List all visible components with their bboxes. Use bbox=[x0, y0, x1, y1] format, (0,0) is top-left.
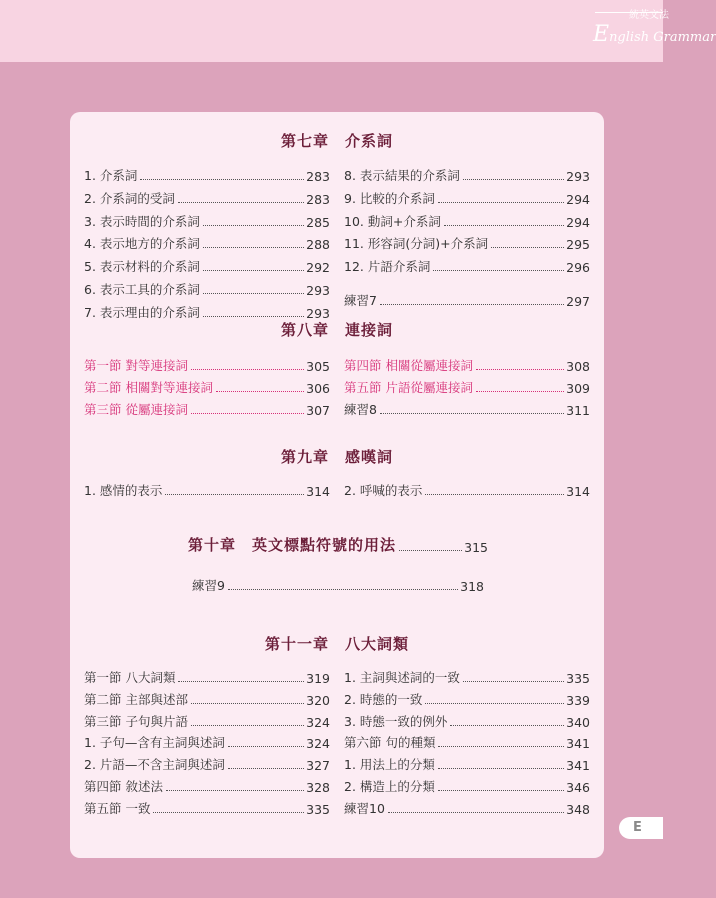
page-number: 340 bbox=[566, 714, 590, 730]
brand-line bbox=[595, 12, 663, 13]
leader-dots bbox=[216, 391, 304, 392]
entry-title: 8. 表示結果的介系詞 bbox=[344, 168, 460, 183]
page-number: 283 bbox=[306, 191, 330, 207]
brand-en: English Grammar bbox=[593, 22, 716, 47]
leader-dots bbox=[380, 413, 564, 414]
toc-entry[interactable] bbox=[84, 166, 330, 184]
page-number: 305 bbox=[306, 359, 330, 374]
leader-dots bbox=[191, 369, 304, 370]
page-number: 318 bbox=[460, 579, 484, 594]
toc-entry[interactable] bbox=[344, 668, 590, 686]
entry-title: 2. 構造上的分類 bbox=[344, 779, 435, 794]
entry-title: 1. 用法上的分類 bbox=[344, 757, 435, 773]
toc-entry[interactable] bbox=[84, 257, 330, 275]
top-band bbox=[0, 0, 663, 62]
leader-dots bbox=[476, 391, 564, 392]
toc-entry[interactable] bbox=[344, 755, 590, 773]
entry-title: 第五節 一致 bbox=[84, 800, 151, 816]
page-number: 308 bbox=[566, 359, 590, 374]
page-number: 307 bbox=[306, 402, 330, 418]
toc-entry[interactable] bbox=[344, 291, 590, 309]
leader-dots bbox=[438, 202, 564, 203]
toc-entry[interactable] bbox=[344, 234, 590, 252]
leader-dots bbox=[191, 413, 304, 414]
leader-dots bbox=[463, 681, 564, 682]
chapter-10-title: 第十章 英文標點符號的用法 bbox=[188, 536, 397, 554]
page-number: 324 bbox=[306, 714, 330, 730]
leader-dots bbox=[191, 703, 304, 704]
entry-title: 第一節 對等連接詞 bbox=[84, 358, 188, 373]
entry-title: 1. 子句—含有主詞與述詞 bbox=[84, 735, 225, 751]
entry-title: 第三節 子句與片語 bbox=[84, 713, 188, 729]
exercise-9-entry[interactable] bbox=[192, 576, 484, 594]
entry-title: 3. 表示時間的介系詞 bbox=[84, 213, 200, 229]
brand-cn: 統英文法 bbox=[629, 10, 669, 21]
leader-dots bbox=[203, 316, 304, 317]
leader-dots bbox=[433, 270, 564, 271]
toc-entry[interactable] bbox=[344, 777, 590, 795]
page-tab: E bbox=[619, 817, 663, 839]
page-number: 306 bbox=[306, 380, 330, 396]
entry-title: 第五節 片語從屬連接詞 bbox=[344, 379, 473, 395]
leader-dots bbox=[425, 703, 564, 704]
chapter-9-title: 第九章 感嘆詞 bbox=[280, 448, 393, 466]
toc-entry[interactable] bbox=[344, 690, 590, 708]
entry-title: 11. 形容詞(分詞)+介系詞 bbox=[344, 236, 489, 252]
page-number: 324 bbox=[306, 736, 330, 752]
leader-dots bbox=[380, 304, 564, 305]
toc-entry[interactable] bbox=[344, 799, 590, 817]
entry-title: 2. 片語—不含主詞與述詞 bbox=[84, 757, 225, 773]
toc-entry[interactable] bbox=[84, 400, 330, 418]
leader-dots bbox=[203, 293, 304, 294]
page-number: 293 bbox=[566, 169, 590, 184]
page-number: 295 bbox=[566, 237, 590, 253]
entry-title: 練習7 bbox=[344, 293, 377, 308]
page-number: 346 bbox=[566, 780, 590, 795]
entry-title: 第一節 八大詞類 bbox=[84, 670, 176, 685]
leader-dots bbox=[438, 746, 564, 747]
leader-dots bbox=[191, 725, 304, 726]
entry-title: 4. 表示地方的介系詞 bbox=[84, 236, 200, 252]
leader-dots bbox=[399, 550, 462, 551]
page-number: 311 bbox=[566, 402, 590, 418]
leader-dots bbox=[388, 812, 564, 813]
page-number: 315 bbox=[464, 540, 488, 555]
toc-entry[interactable] bbox=[344, 257, 590, 275]
leader-dots bbox=[228, 768, 304, 769]
entry-title: 第二節 主部與述部 bbox=[84, 691, 188, 707]
entry-title: 5. 表示材料的介系詞 bbox=[84, 259, 200, 275]
entry-title: 練習8 bbox=[344, 401, 377, 417]
chapter-11-title: 第十一章 八大詞類 bbox=[264, 635, 409, 653]
chapter-8-title: 第八章 連接詞 bbox=[280, 321, 393, 339]
toc-entry[interactable] bbox=[84, 712, 330, 730]
toc-panel bbox=[70, 112, 604, 858]
toc-entry[interactable] bbox=[84, 755, 330, 773]
page-number: 294 bbox=[566, 191, 590, 207]
entry-title: 2. 呼喊的表示 bbox=[344, 483, 423, 498]
page-number: 341 bbox=[566, 758, 590, 774]
page-number: 283 bbox=[306, 169, 330, 184]
page-number: 339 bbox=[566, 692, 590, 708]
entry-title: 9. 比較的介系詞 bbox=[344, 190, 435, 206]
page-number: 309 bbox=[566, 380, 590, 396]
page-number: 293 bbox=[306, 283, 330, 298]
leader-dots bbox=[444, 225, 564, 226]
toc-entry[interactable] bbox=[84, 212, 330, 230]
toc-entry[interactable] bbox=[84, 234, 330, 252]
entry-title: 2. 介系詞的受詞 bbox=[84, 190, 175, 206]
page-number: 285 bbox=[306, 214, 330, 230]
entry-title: 2. 時態的一致 bbox=[344, 691, 423, 707]
leader-dots bbox=[178, 202, 304, 203]
page-number: 293 bbox=[306, 305, 330, 321]
entry-title: 第四節 相關從屬連接詞 bbox=[344, 358, 473, 373]
entry-title: 10. 動詞+介系詞 bbox=[344, 213, 441, 229]
toc-entry[interactable] bbox=[84, 799, 330, 817]
entry-title: 12. 片語介系詞 bbox=[344, 259, 431, 275]
page-number: 296 bbox=[566, 260, 590, 276]
toc-entry[interactable] bbox=[344, 733, 590, 751]
page-number: 348 bbox=[566, 801, 590, 817]
entry-title: 3. 時態一致的例外 bbox=[344, 713, 448, 729]
page-number: 297 bbox=[566, 294, 590, 309]
toc-entry[interactable] bbox=[344, 378, 590, 396]
page-number: 314 bbox=[306, 484, 330, 499]
page-number: 335 bbox=[566, 671, 590, 686]
page-number: 292 bbox=[306, 260, 330, 276]
chapter-10-entry[interactable] bbox=[188, 534, 488, 555]
leader-dots bbox=[425, 494, 564, 495]
page-number: 341 bbox=[566, 736, 590, 752]
entry-title: 第六節 句的種類 bbox=[344, 735, 436, 751]
toc-entry[interactable] bbox=[84, 668, 330, 686]
leader-dots bbox=[228, 589, 458, 590]
toc-entry[interactable] bbox=[344, 356, 590, 374]
leader-dots bbox=[166, 790, 304, 791]
entry-title: 1. 主詞與述詞的一致 bbox=[344, 670, 460, 685]
toc-entry[interactable] bbox=[344, 400, 590, 418]
page-number: 320 bbox=[306, 692, 330, 708]
leader-dots bbox=[228, 746, 304, 747]
exercise-label: 練習9 bbox=[192, 578, 225, 593]
toc-entry[interactable] bbox=[84, 777, 330, 795]
page-number: 314 bbox=[566, 484, 590, 499]
leader-dots bbox=[203, 270, 304, 271]
page-number: 288 bbox=[306, 237, 330, 253]
toc-entry[interactable] bbox=[84, 280, 330, 298]
leader-dots bbox=[450, 725, 564, 726]
toc-entry[interactable] bbox=[344, 712, 590, 730]
toc-entry[interactable] bbox=[344, 189, 590, 207]
entry-title: 7. 表示理由的介系詞 bbox=[84, 304, 200, 320]
toc-entry[interactable] bbox=[344, 481, 590, 499]
toc-entry[interactable] bbox=[84, 481, 330, 499]
leader-dots bbox=[140, 179, 304, 180]
page-number: 319 bbox=[306, 671, 330, 686]
entry-title: 1. 感情的表示 bbox=[84, 483, 163, 498]
leader-dots bbox=[165, 494, 304, 495]
toc-entry[interactable] bbox=[84, 733, 330, 751]
toc-entry[interactable] bbox=[84, 356, 330, 374]
chapter-7-title: 第七章 介系詞 bbox=[280, 132, 393, 150]
leader-dots bbox=[438, 768, 564, 769]
leader-dots bbox=[476, 369, 564, 370]
toc-entry[interactable] bbox=[344, 166, 590, 184]
page-number: 327 bbox=[306, 758, 330, 774]
leader-dots bbox=[438, 790, 564, 791]
toc-entry[interactable] bbox=[84, 690, 330, 708]
entry-title: 第四節 敘述法 bbox=[84, 779, 163, 794]
toc-entry[interactable] bbox=[84, 189, 330, 207]
page-number: 328 bbox=[306, 780, 330, 795]
leader-dots bbox=[491, 247, 564, 248]
leader-dots bbox=[178, 681, 304, 682]
entry-title: 練習10 bbox=[344, 800, 385, 816]
leader-dots bbox=[203, 247, 304, 248]
page-number: 335 bbox=[306, 801, 330, 817]
entry-title: 6. 表示工具的介系詞 bbox=[84, 282, 200, 297]
leader-dots bbox=[153, 812, 304, 813]
leader-dots bbox=[203, 225, 304, 226]
page-number: 294 bbox=[566, 214, 590, 230]
toc-entry[interactable] bbox=[344, 212, 590, 230]
entry-title: 第二節 相關對等連接詞 bbox=[84, 379, 213, 395]
toc-entry[interactable] bbox=[84, 378, 330, 396]
entry-title: 1. 介系詞 bbox=[84, 168, 138, 183]
leader-dots bbox=[463, 179, 564, 180]
entry-title: 第三節 從屬連接詞 bbox=[84, 401, 188, 417]
